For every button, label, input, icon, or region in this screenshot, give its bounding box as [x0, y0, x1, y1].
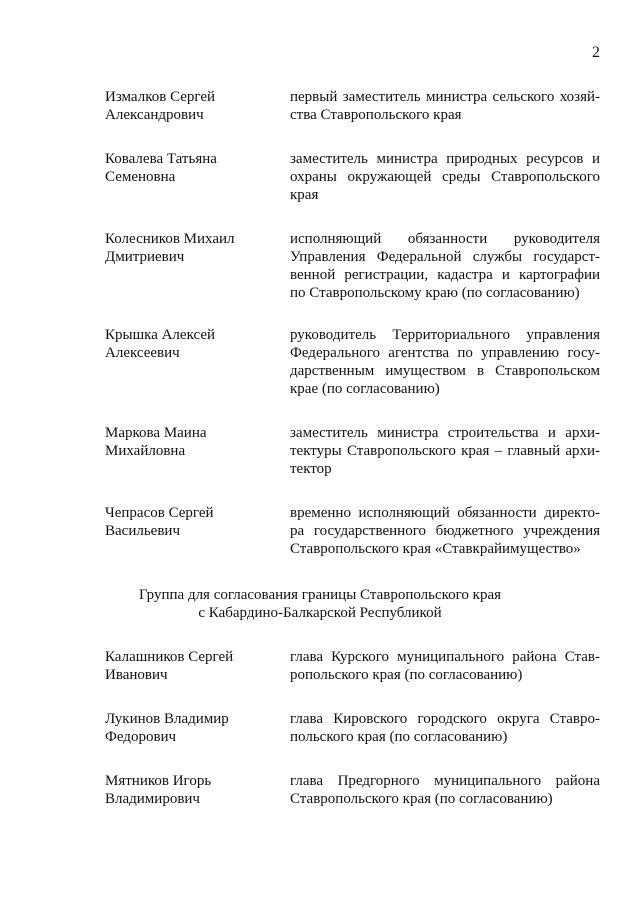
group-heading	[0, 586, 640, 622]
member-role-line: дарственным имуществом в Ставропольском	[290, 363, 600, 379]
member-role-line: заместитель министра строительства и архи-	[290, 425, 600, 441]
member-role-line: тектуры Ставропольского края – главный архи-	[290, 443, 600, 459]
member-name-line: Александрович	[105, 107, 204, 123]
member-role-line: Ставропольского края «Ставкрайимущество»	[290, 541, 581, 557]
member-role-line: заместитель министра природных ресурсов и	[290, 151, 600, 167]
member-name	[105, 772, 280, 808]
member-name-line: Измалков Сергей	[105, 89, 216, 105]
member-name-line: Чепрасов Сергей	[105, 505, 214, 521]
member-name-line: Маркова Маина	[105, 425, 207, 441]
member-role-line: венной регистрации, кадастра и картографии	[290, 267, 600, 283]
member-name-line: Алексеевич	[105, 345, 180, 361]
member-name-line: Калашников Сергей	[105, 649, 234, 665]
member-role	[290, 424, 600, 478]
member-role	[290, 88, 600, 124]
member-name-line: Дмитриевич	[105, 249, 185, 265]
member-role-line: исполняющий обязанности руководителя	[290, 231, 600, 247]
member-name-line: Васильевич	[105, 523, 180, 539]
member-role-line: глава Кировского городского округа Ставро-	[290, 711, 600, 727]
member-name-line: Федорович	[105, 729, 177, 745]
member-role-line: ра государственного бюджетного учреждения	[290, 523, 600, 539]
member-role-line: Управления Федеральной службы государст-	[290, 249, 600, 265]
member-role-line: первый заместитель министра сельского хозяй-	[290, 89, 600, 105]
member-role-line: ства Ставропольского края	[290, 107, 462, 123]
member-role	[290, 772, 600, 808]
member-role	[290, 150, 600, 204]
member-role	[290, 504, 600, 558]
member-role	[290, 648, 600, 684]
member-name	[105, 424, 280, 460]
member-role-line: охраны окружающей среды Ставропольского	[290, 169, 600, 185]
group-heading-line: с Кабардино-Балкарской Республикой	[198, 605, 442, 621]
member-role-line: польского края (по согласованию)	[290, 729, 508, 745]
member-role-line: края	[290, 187, 319, 203]
member-name-line: Владимирович	[105, 791, 200, 807]
member-role-line: Ставропольского края (по согласованию)	[290, 791, 553, 807]
member-role-line: крае (по согласованию)	[290, 381, 440, 397]
member-name-line: Семеновна	[105, 169, 176, 185]
member-name-line: Лукинов Владимир	[105, 711, 229, 727]
member-role-line: глава Предгорного муниципального района	[290, 773, 600, 789]
member-name-line: Мятников Игорь	[105, 773, 212, 789]
member-name	[105, 230, 280, 266]
group-heading-line: Группа для согласования границы Ставропольского края	[138, 587, 502, 603]
member-role	[290, 230, 600, 302]
member-name	[105, 648, 280, 684]
member-role-line: ропольского края (по согласованию)	[290, 667, 523, 683]
member-role-line: глава Курского муниципального района Став-	[290, 649, 600, 665]
member-name-line: Крышка Алексей	[105, 327, 216, 343]
member-name	[105, 150, 280, 186]
member-role-line: временно исполняющий обязанности директо-	[290, 505, 600, 521]
member-role-line: руководитель Территориального управления	[290, 327, 600, 343]
member-name-line: Иванович	[105, 667, 168, 683]
member-name-line: Колесников Михаил	[105, 231, 235, 247]
member-name-line: Михайловна	[105, 443, 186, 459]
member-name	[105, 504, 280, 540]
member-name	[105, 710, 280, 746]
member-role-line: по Ставропольскому краю (по согласованию)	[290, 285, 580, 301]
member-role	[290, 326, 600, 398]
page-number: 2	[592, 44, 600, 61]
member-name	[105, 326, 280, 362]
member-name-line: Ковалева Татьяна	[105, 151, 217, 167]
member-role-line: тектор	[290, 461, 332, 477]
member-role	[290, 710, 600, 746]
member-role-line: Федерального агентства по управлению госу-	[290, 345, 600, 361]
member-name	[105, 88, 280, 124]
